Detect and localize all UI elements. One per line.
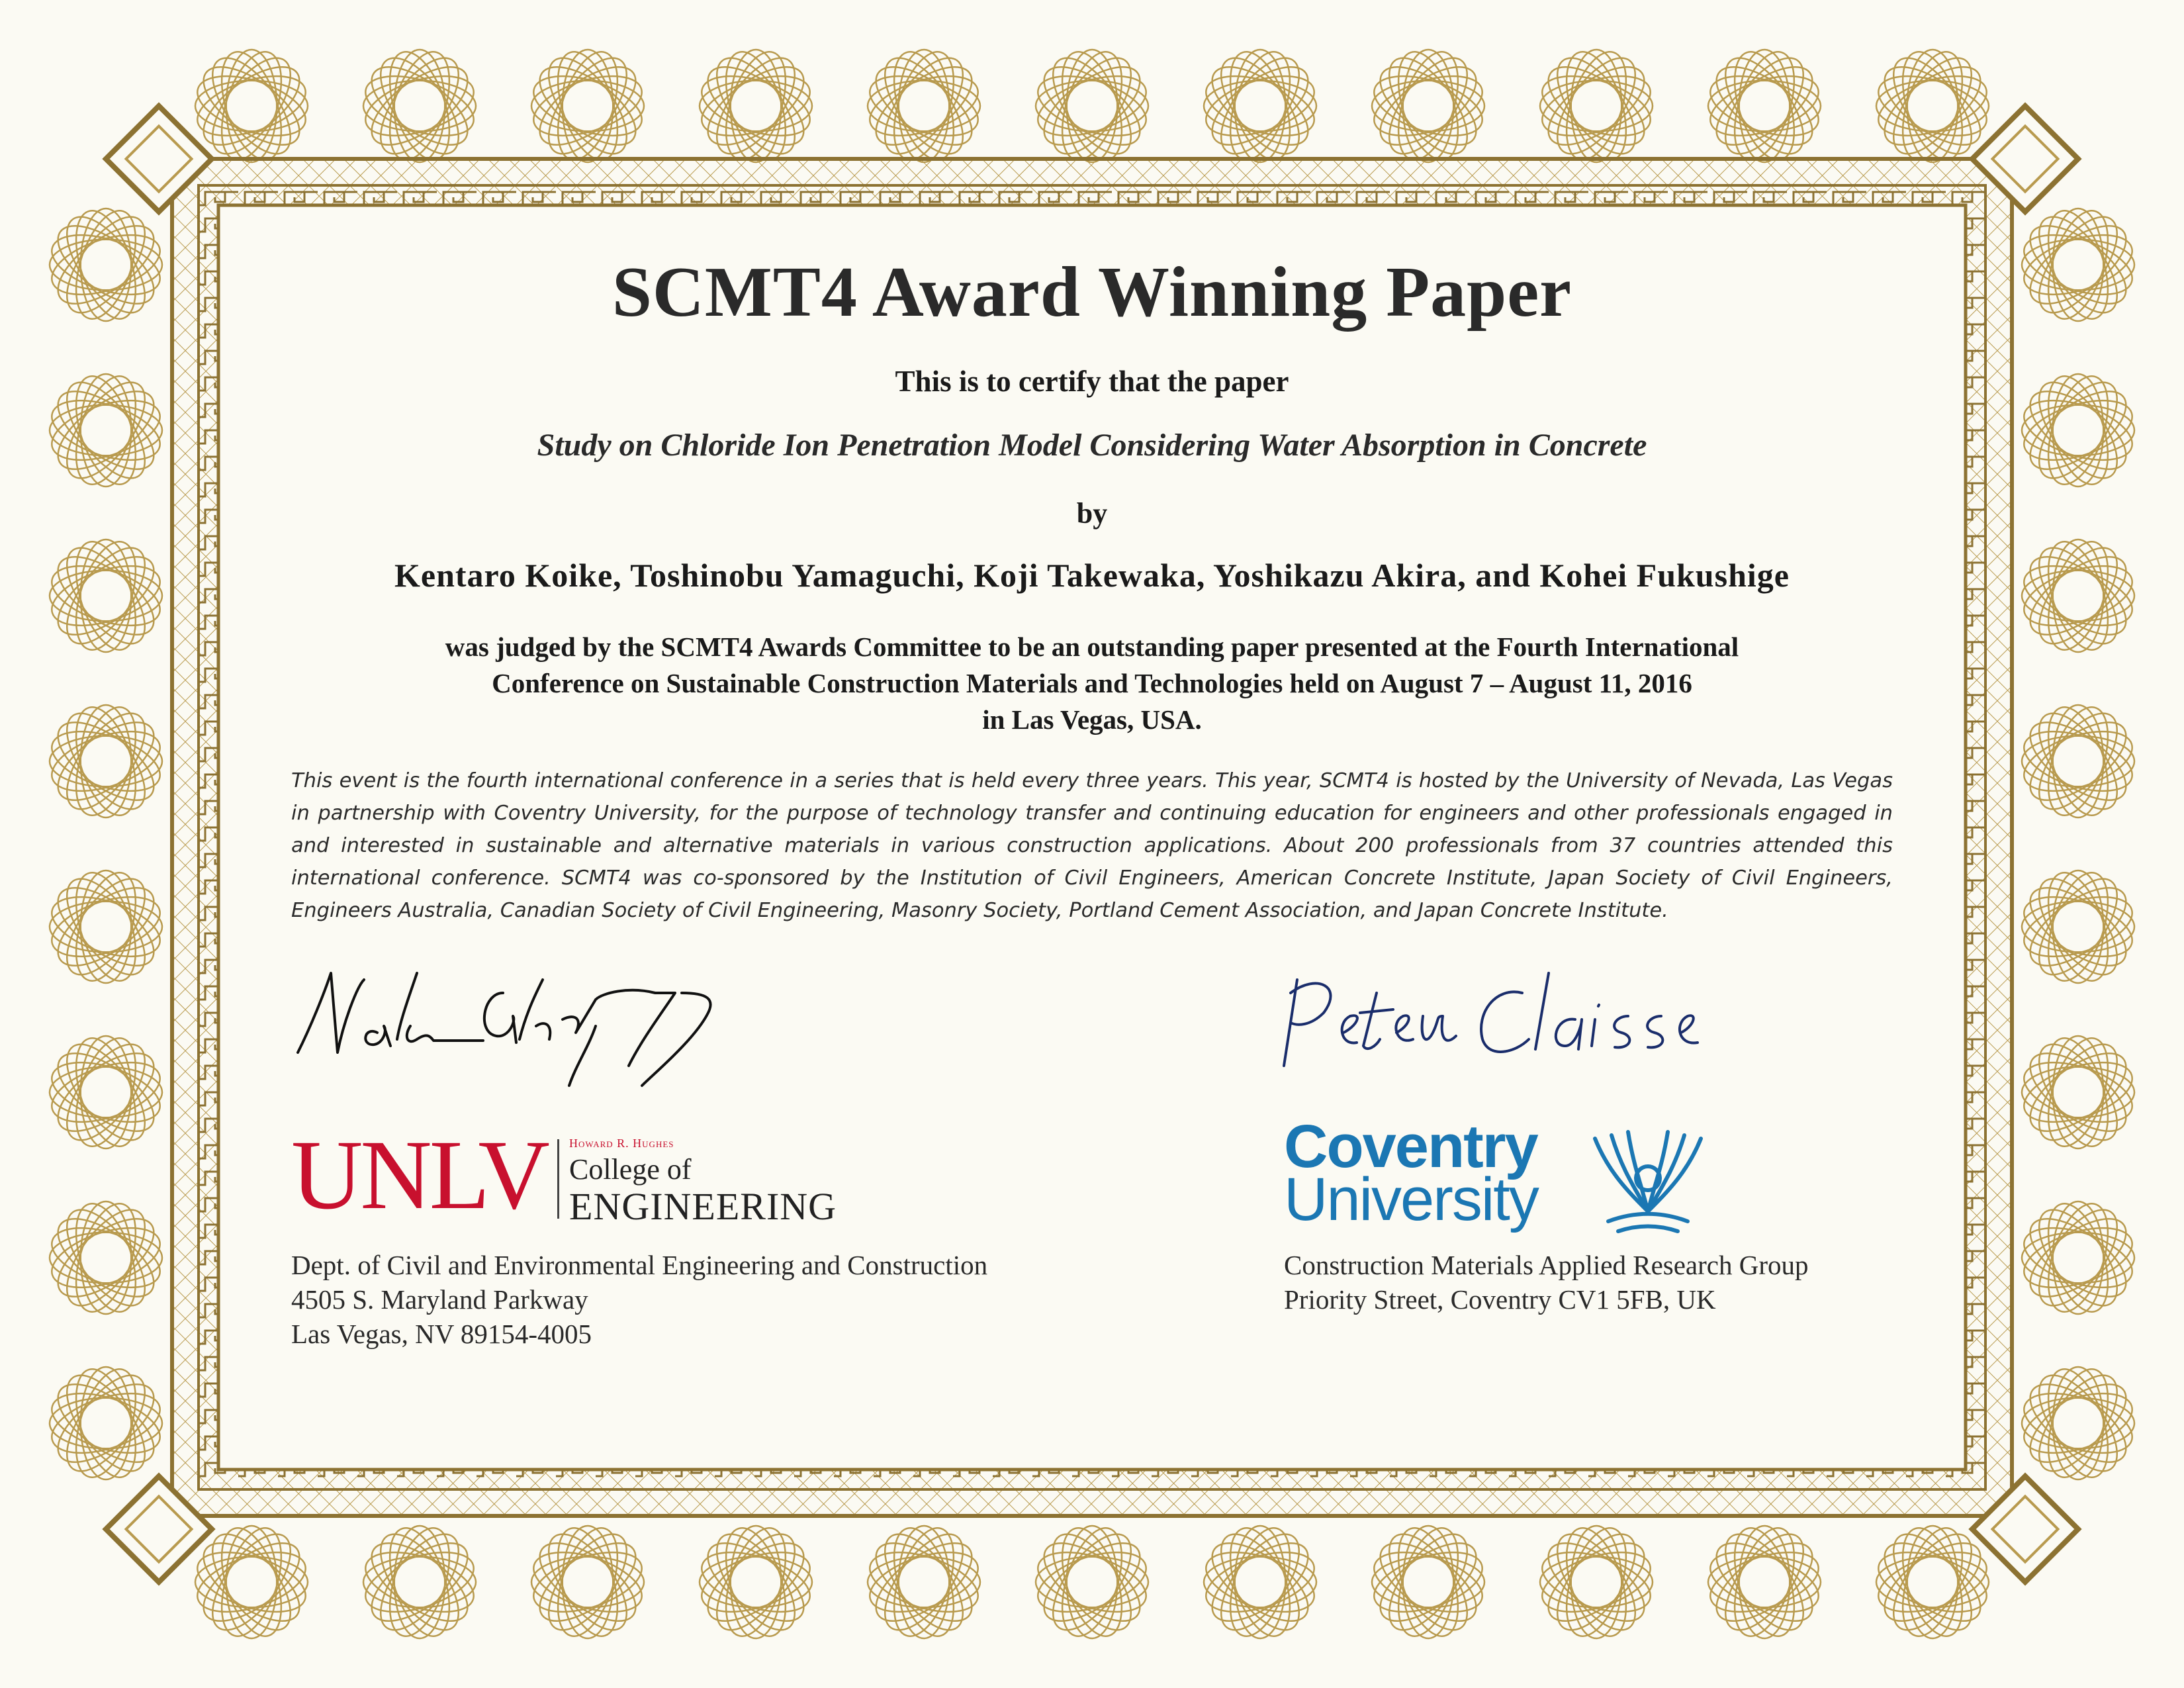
signature-nader-ghafoori [285,953,788,1105]
scallop-rosette [526,44,649,167]
scallop-rosette [1703,1521,1825,1643]
award-statement-line: Conference on Sustainable Construction Materials and Technologies held on August 7 – August 11, 2016 [492,668,1692,698]
scallop-rosette [1199,44,1321,167]
award-statement-line: was judged by the SCMT4 Awards Committee to be an outstanding paper presented at the Fourth International [445,632,1739,662]
scallop-rosette [44,1031,167,1153]
paper-title: Study on Chloride Ion Penetration Model Considering Water Absorption in Concrete [537,428,1647,463]
logo-divider [557,1139,559,1219]
unlv-college-label: College of [569,1153,692,1186]
scallop-rosette [44,865,167,988]
scallop-rosette [1703,44,1825,167]
scallop-rosette [2017,865,2139,988]
scallop-rosette [2017,369,2139,491]
unlv-engineering-logo [291,1120,927,1230]
coventry-university-logo [1284,1112,1747,1238]
scallop-rosette [1535,1521,1657,1643]
signature-peter-claisse [1271,953,1747,1072]
scallop-rosette [526,1521,649,1643]
coventry-wordmark-line2: University [1284,1166,1538,1233]
scallop-rosette [44,700,167,822]
scallop-rosette [44,1362,167,1484]
scallop-rosette [1535,44,1657,167]
scallop-rosette [1199,1521,1321,1643]
address-line: Las Vegas, NV 89154-4005 [291,1319,592,1349]
unlv-address [291,1248,987,1351]
award-statement [212,629,1972,738]
scallop-rosette [694,1521,817,1643]
scallop-rosette [2017,534,2139,657]
author-list: Kentaro Koike, Toshinobu Yamaguchi, Koji Takewaka, Yoshikazu Akira, and Kohei Fukushige [394,557,1790,594]
address-line: Priority Street, Coventry CV1 5FB, UK [1284,1284,1716,1315]
scallop-rosette [1871,1521,1993,1643]
certificate-content [212,199,1972,1470]
scallop-rosette [1367,44,1489,167]
scallop-rosette [190,44,312,167]
scallop-rosette [190,1521,312,1643]
award-statement-line: in Las Vegas, USA. [982,704,1202,735]
scallop-rosette [44,534,167,657]
unlv-hughes-label: Howard R. Hughes [569,1137,674,1150]
unlv-engineering-label: ENGINEERING [569,1185,837,1228]
scallop-rosette [2017,1196,2139,1319]
scallop-rosette [1030,44,1153,167]
scallop-rosette [44,1196,167,1319]
scallop-rosette [2017,203,2139,326]
scallop-rosette [1030,1521,1153,1643]
certify-line: This is to certify that the paper [895,365,1289,398]
conference-description: This event is the fourth international conference in a series that is held every three years. This year, SCMT4 is hosted by the University of Nevada, Las Vegas in partnership with Coventry University, for the purpose of technology transfer and continuing education for engineers and other professionals engaged in and interested in sustainable and alternative materials in various construction applications. About 200 professionals from 37 countries attended this international conference. SCMT4 was co-sponsored by the Institution of Civil Engineers, American Concrete Institute, Japan Society of Civil Engineers, Engineers Australia, Canadian Society of Civil Engineering, Masonry Society, Portland Cement Association, and Japan Concrete Institute. [291,769,1893,922]
address-line: Construction Materials Applied Research Group [1284,1250,1809,1280]
scallop-rosette [44,203,167,326]
scallop-rosette [1367,1521,1489,1643]
scallop-rosette [44,369,167,491]
scallop-rosette [862,1521,985,1643]
scallop-rosette [2017,1031,2139,1153]
address-line: Dept. of Civil and Environmental Engineering and Construction [291,1250,988,1280]
unlv-wordmark: UNLV [291,1120,547,1230]
certificate-title: SCMT4 Award Winning Paper [612,253,1572,332]
by-label: by [1076,497,1108,530]
scallop-rosette [862,44,985,167]
coventry-wordmark-line1: Coventry [1284,1113,1537,1180]
scallop-rosette [2017,700,2139,822]
scallop-rosette [358,44,480,167]
address-line: 4505 S. Maryland Parkway [291,1284,588,1315]
scallop-rosette [2017,1362,2139,1484]
phoenix-icon [1582,1112,1714,1238]
scallop-rosette [1871,44,1993,167]
coventry-address [1284,1248,1809,1317]
scallop-rosette [694,44,817,167]
scallop-rosette [358,1521,480,1643]
